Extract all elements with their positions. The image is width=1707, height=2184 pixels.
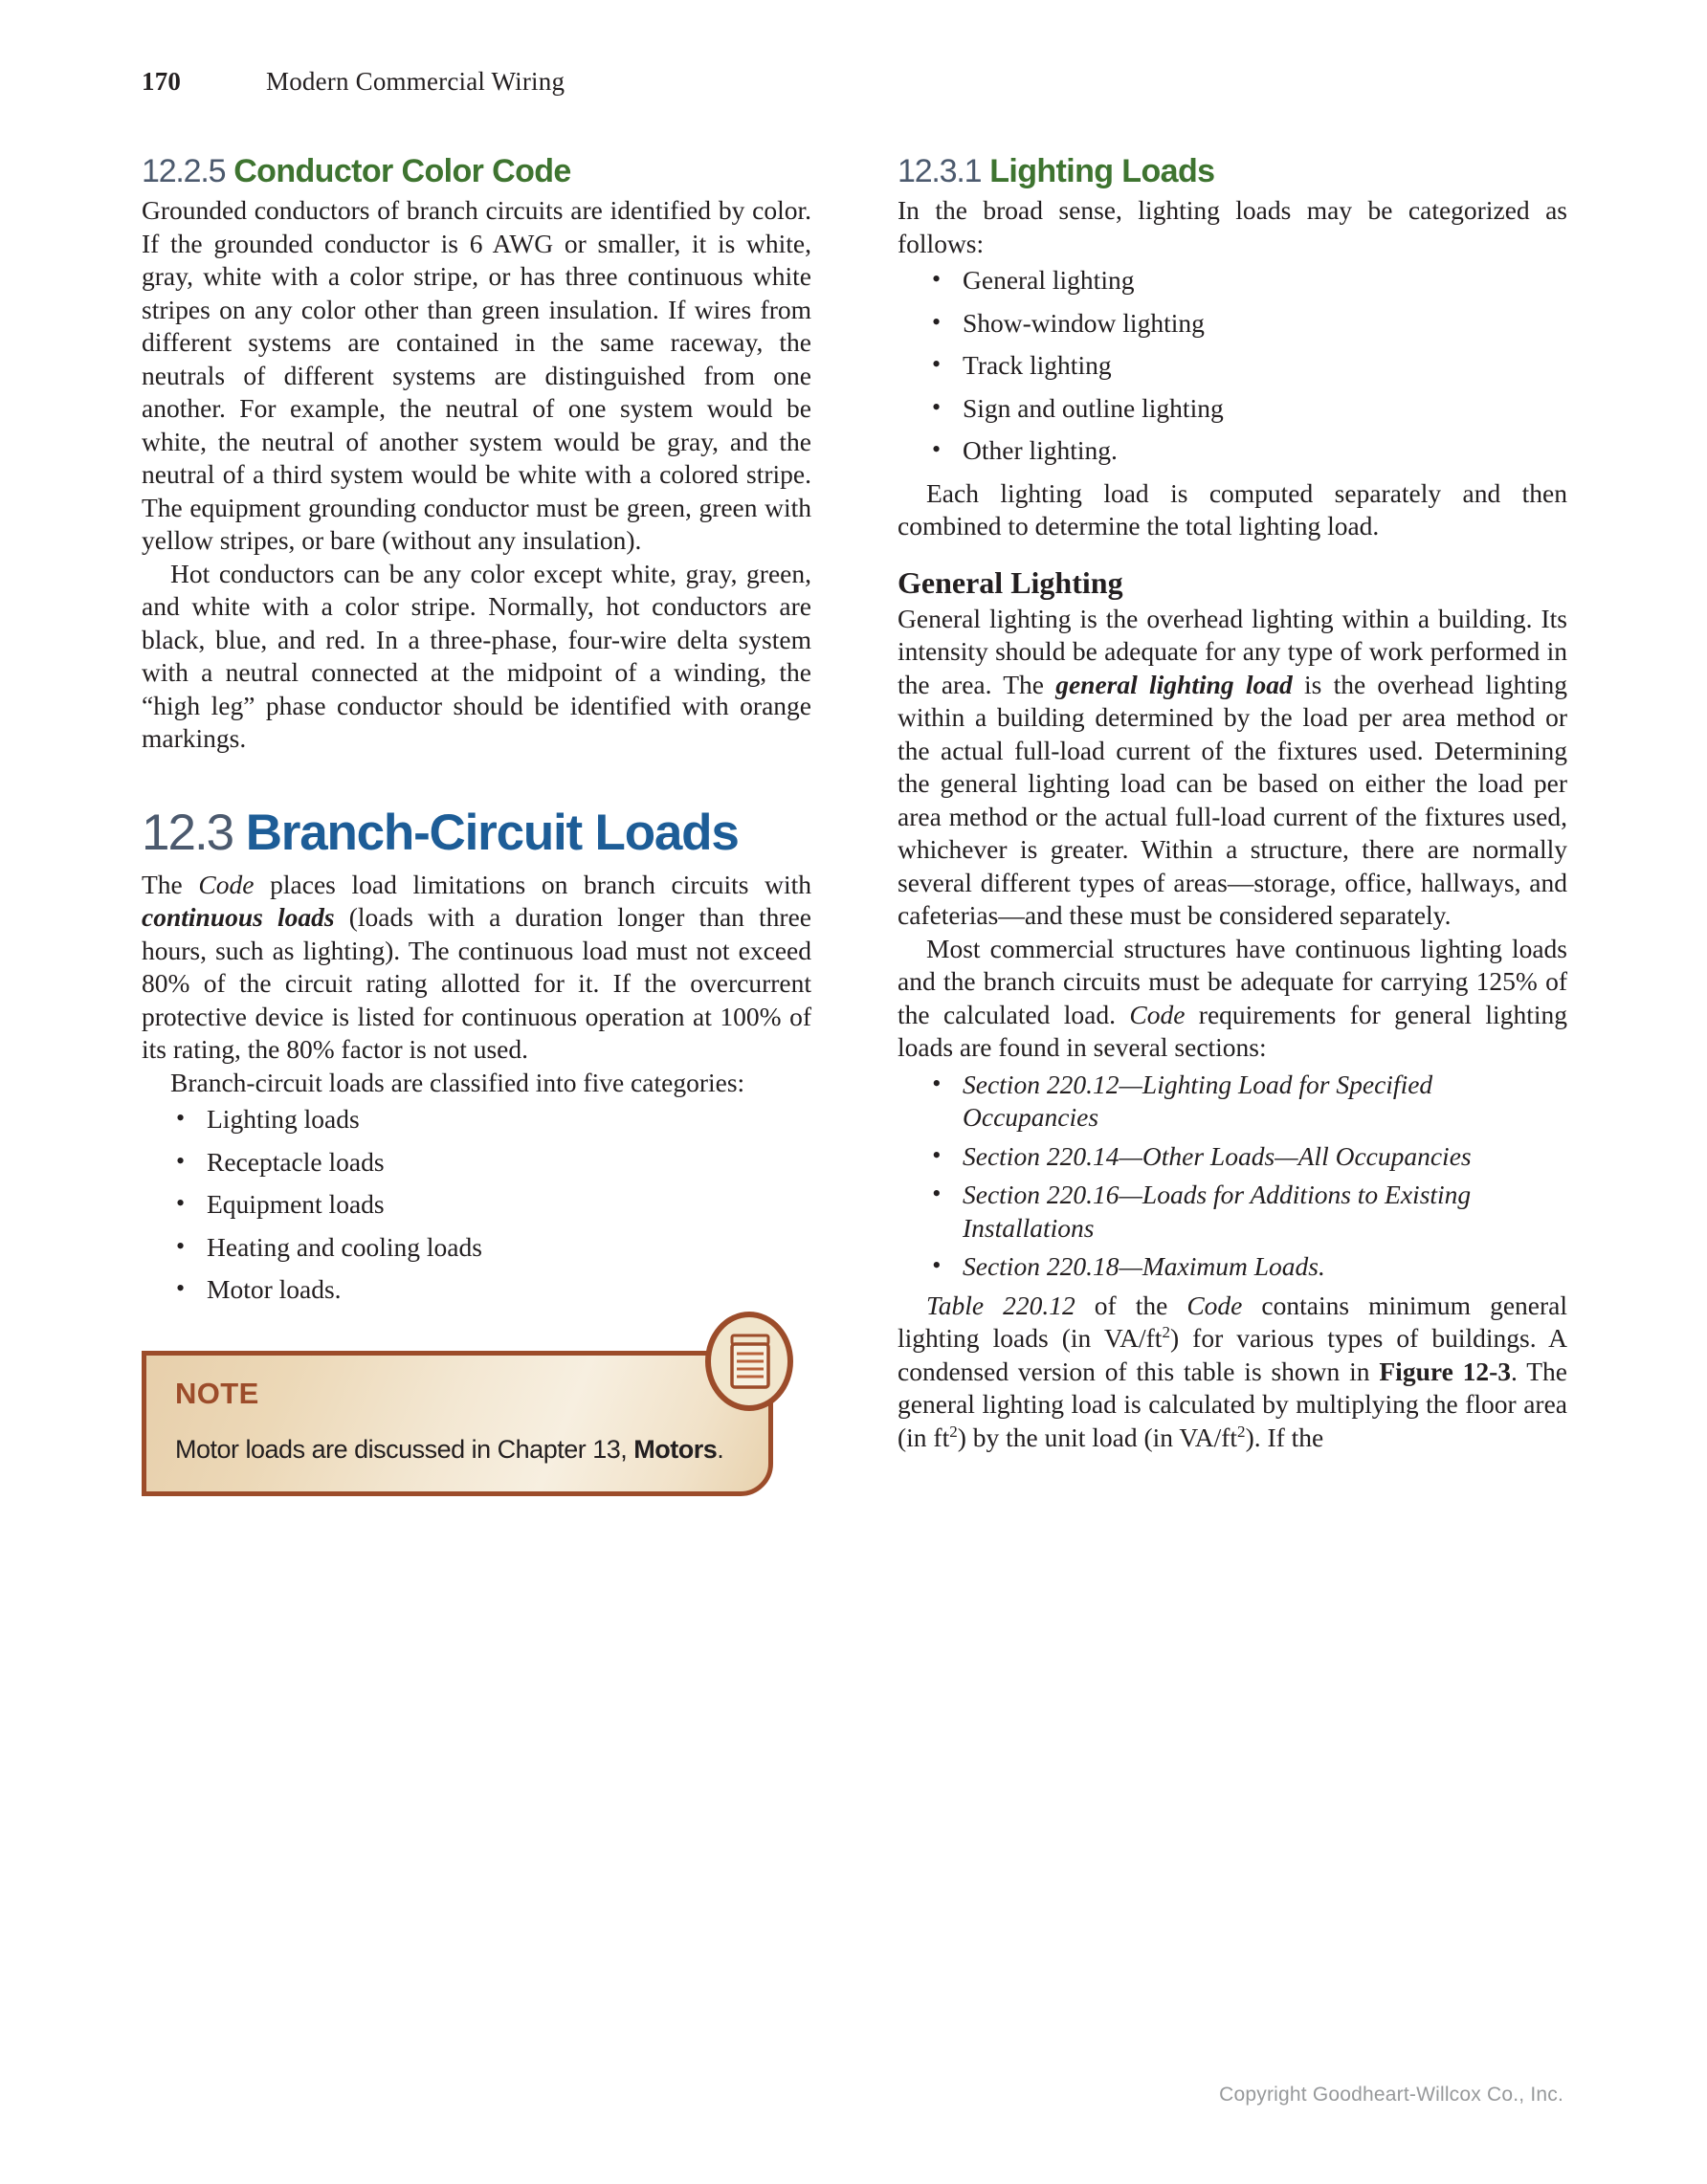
list-item: • Motor loads. [142,1273,811,1307]
bc-italic-code: Code [198,869,255,899]
tbl-text-2: contains minimum general lighting loads (in VA/ft [898,1290,1567,1354]
list-item: • Receptacle loads [142,1146,811,1180]
tbl-bold-figure: Figure 12-3 [1379,1356,1512,1386]
list-code-sections [898,1069,1567,1284]
tbl-sup-3: 2 [1237,1422,1246,1441]
list-item: • Sign and outline lighting [898,392,1567,426]
bc-text-1: The [142,869,199,899]
heading-12-3-1-number: 12.3.1 [898,153,982,189]
gl2-text-2: requirements for general lighting loads are found in several sections: [898,999,1567,1063]
heading-12-3-number: 12.3 [142,804,233,861]
tbl-text-1: of the [1075,1290,1187,1320]
right-column [898,153,1567,1454]
list-item: • Section 220.16—Loads for Additions to Existing Installations [898,1179,1567,1245]
note-callout-wrapper [142,1351,811,1496]
list-item: • Section 220.14—Other Loads—All Occupancies [898,1140,1567,1174]
paragraph-table-220-12 [898,1290,1567,1455]
paragraph-lighting-loads-after: Each lighting load is computed separately and then combined to determine the total lighting load. [898,477,1567,541]
gl-bold-italic-term: general lighting load [1055,669,1293,699]
tbl-italic-code: Code [1186,1290,1243,1320]
list-item: • Lighting loads [142,1103,811,1136]
running-head [142,67,1290,97]
gl2-text-1: Most commercial structures have continuous lighting loads and the branch circuits must be adequate for carrying 125% of the calculated load. [898,933,1567,1029]
list-item: • Equipment loads [142,1188,811,1222]
gl-text-2: is the overhead lighting within a building determined by the load per area method or the actual full-load current of the fixtures used. Determining the general lighting load can be based on either the load per area method or the actual full-load current of the fixtures used, whichever is greater. Within a structure, there are normally several different types of areas—storage, office, hallways, and cafeterias—and these must be considered separately. [898,669,1567,931]
list-item: • General lighting [898,264,1567,298]
heading-general-lighting: General Lighting [898,564,1123,600]
paragraph-conductor-color-2: Hot conductors can be any color except white, gray, green, and white with a color stripe. Normally, hot conductors are black, blue, and red. In a three-phase, four-wire delta system with a neutral connected at the midpoint of a winding, the “high leg” phase conductor should be identified with orange markings. [142,558,811,754]
list-item: • Other lighting. [898,434,1567,468]
note-text-part-2: . [717,1434,724,1464]
paragraph-general-lighting-1 [898,603,1567,933]
list-item: • Section 220.12—Lighting Load for Specified Occupancies [898,1069,1567,1135]
paragraph-branch-circuit-2: Branch-circuit loads are classified into five categories: [170,1067,745,1097]
heading-12-3-1-title: Lighting Loads [989,153,1215,189]
heading-12-3-1 [898,153,1567,190]
bc-bold-italic-continuous-loads: continuous loads [142,902,335,933]
list-item: • Track lighting [898,349,1567,383]
book-title: Modern Commercial Wiring [266,67,565,96]
heading-12-3 [142,805,811,861]
paragraph-conductor-color-1: Grounded conductors of branch circuits are identified by color. If the grounded conductor is 6 AWG or smaller, it is white, gray, white with a color stripe, or has three continuous white stripes on any color other than green insulation. If wires from different systems are contained in the same raceway, the neutrals of different systems are distinguished from one another. For example, the neutral of one system would be white, the neutral of another system would be gray, and the neutral of a third system would be white with a colored stripe. The equipment grounding conductor must be green, green with yellow stripes, or bare (without any insulation). [142,195,811,556]
list-item: • Section 220.18—Maximum Loads. [898,1250,1567,1284]
tbl-text-6: ). If the [1245,1422,1324,1452]
list-lighting-load-types [898,264,1567,468]
heading-12-3-title: Branch-Circuit Loads [245,804,739,861]
heading-12-2-5-title: Conductor Color Code [233,153,571,189]
left-column [142,153,811,1496]
note-text [175,1432,740,1467]
note-callout [142,1351,773,1496]
note-text-bold: Motors [633,1434,718,1464]
list-branch-circuit-categories [142,1103,811,1307]
bc-text-3: (loads with a duration longer than three hours, such as lighting). The continuous load must not exceed 80% of the circuit rating allotted for it. If the overcurrent protective device is listed for continuous operation at 100% of its rating, the 80% factor is not used. [142,902,811,1065]
page-number: 170 [142,67,182,96]
heading-12-2-5-number: 12.2.5 [142,153,226,189]
tbl-sup-2: 2 [949,1422,958,1441]
notepad-icon [705,1312,793,1411]
two-column-body [142,153,1567,2047]
paragraph-lighting-loads-intro: In the broad sense, lighting loads may be categorized as follows: [898,195,1567,258]
spacer [142,756,811,805]
tbl-italic-table: Table 220.12 [926,1290,1075,1320]
heading-12-2-5 [142,153,811,190]
tbl-text-3: ) for various types of buildings. A condensed version of this table is shown in [898,1323,1567,1386]
note-text-part-1: Motor loads are discussed in Chapter 13, [175,1434,634,1464]
list-item: • Show-window lighting [898,307,1567,341]
tbl-sup-1: 2 [1162,1323,1170,1342]
gl-text-1: General lighting is the overhead lighting within a building. Its intensity should be adequate for any type of work performed in the area. The [898,603,1567,699]
tbl-text-4: . The general lighting load is calculated by multiplying the floor area (in ft [898,1356,1568,1452]
note-label: NOTE [175,1376,259,1410]
bc-text-2: places load limitations on branch circuits with [254,869,811,899]
paragraph-branch-circuit-1 [142,869,811,1067]
gl2-italic-code: Code [1129,999,1186,1029]
paragraph-general-lighting-2 [898,933,1567,1065]
list-item: • Heating and cooling loads [142,1231,811,1265]
tbl-text-5: ) by the unit load (in VA/ft [957,1422,1238,1452]
copyright-notice: Copyright Goodheart-Willcox Co., Inc. [1219,2084,1563,2106]
